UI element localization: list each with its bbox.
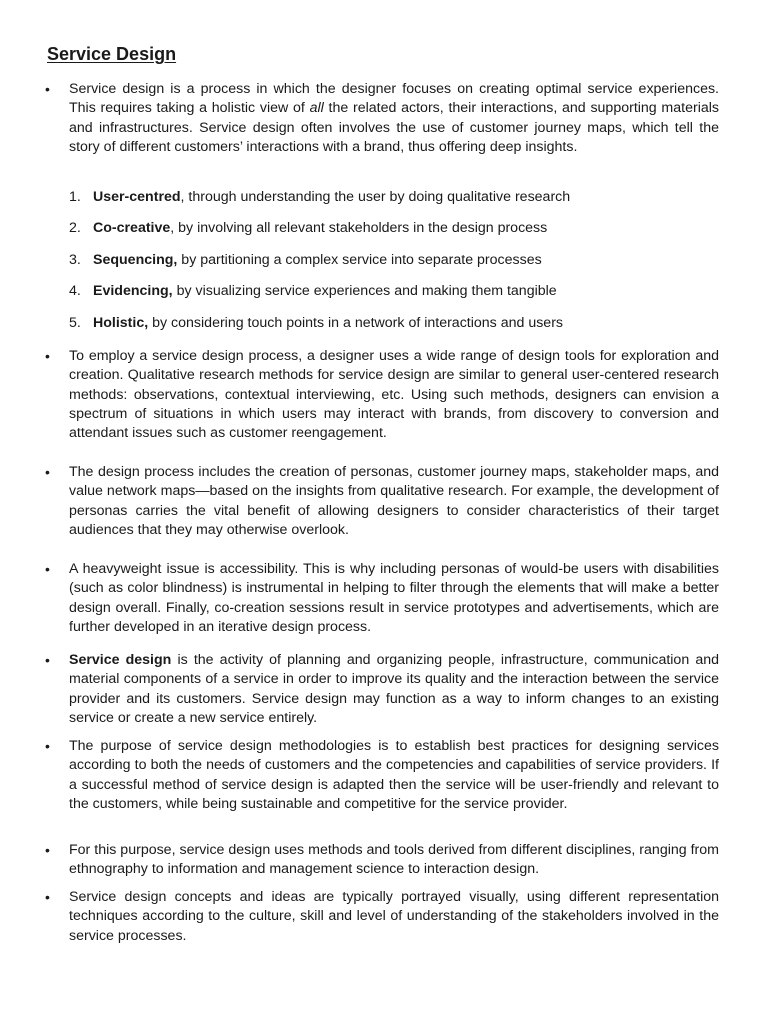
paragraph-bullet bbox=[69, 737, 719, 814]
paragraph-bullet bbox=[69, 651, 719, 728]
principle-item bbox=[69, 188, 719, 207]
intro-emphasis: all bbox=[309, 100, 324, 117]
paragraph-bullet bbox=[69, 347, 719, 443]
principle-text: by considering touch points in a network of interactions and users bbox=[148, 315, 564, 331]
principle-term: Co-creative bbox=[93, 220, 171, 236]
principle-term: Evidencing, bbox=[93, 283, 173, 299]
paragraph-text: To employ a service design process, a designer uses a wide range of design tools for exploration and creation. Qualitative research methods for service design are similar to general user-centered research methods: observations, contextual interviewing, etc. Using such methods, designers can envision a spectrum of situations in which users may interact with brands, from discovery to conversion and attendant issues such as customer reengagement. bbox=[69, 348, 719, 442]
paragraph-bullet bbox=[69, 888, 719, 946]
principle-number: 3. bbox=[69, 252, 81, 268]
paragraph-bullet bbox=[69, 841, 719, 880]
paragraph-bullet bbox=[69, 463, 719, 540]
principle-item bbox=[69, 219, 719, 238]
principle-term: Sequencing, bbox=[93, 252, 178, 268]
paragraph-text: For this purpose, service design uses methods and tools derived from different disciplines, ranging from ethnography to information and management science to interaction design. bbox=[69, 842, 719, 878]
principle-term: Holistic, bbox=[93, 315, 149, 331]
intro-text-part2: the related actors, their interactions, and supporting materials and infrastructures. Service design often involves the use of customer journey maps, which tell the story of different customers’ interactions with a brand, thus offering deep insights. bbox=[69, 100, 719, 155]
principle-term: User-centred bbox=[93, 189, 181, 205]
principle-item bbox=[69, 282, 719, 301]
paragraph-text: A heavyweight issue is accessibility. This is why including personas of would-be users with disabilities (such as color blindness) is instrumental in helping to filter through the elements that will make a better design overall. Finally, co-creation sessions result in service prototypes and advertisements, which are further developed in an iterative design process. bbox=[69, 561, 719, 635]
paragraph-text: The design process includes the creation of personas, customer journey maps, stakeholder maps, and value network maps—based on the insights from qualitative research. For example, the development of personas carries the vital benefit of allowing designers to consider characteristics of their target audiences that they may otherwise overlook. bbox=[69, 464, 719, 538]
principle-text: by partitioning a complex service into separate processes bbox=[177, 252, 542, 268]
principle-number: 4. bbox=[69, 283, 81, 299]
paragraph-text: is the activity of planning and organizing people, infrastructure, communication and material components of a service in order to improve its quality and the interaction between the service provider and its customers. Service design may function as a way to inform changes to an existing service or create a new service entirely. bbox=[69, 652, 719, 726]
principle-text: , by involving all relevant stakeholders in the design process bbox=[170, 220, 548, 236]
principle-number: 1. bbox=[69, 189, 81, 205]
principle-text: by visualizing service experiences and making them tangible bbox=[172, 283, 557, 299]
principle-item bbox=[69, 314, 719, 333]
principle-item bbox=[69, 251, 719, 270]
page-title: Service Design bbox=[47, 44, 177, 64]
paragraph-term: Service design bbox=[69, 652, 172, 668]
intro-bullet bbox=[69, 80, 719, 157]
principle-number: 2. bbox=[69, 220, 81, 236]
paragraph-text: The purpose of service design methodologies is to establish best practices for designing services according to both the needs of customers and the competencies and capabilities of service providers. If a successful method of service design is adapted then the service will be user-friendly and relevant to the customers, while being sustainable and competitive for the service provider. bbox=[69, 738, 719, 812]
paragraph-text: Service design concepts and ideas are typically portrayed visually, using different representation techniques according to the culture, skill and level of understanding of the stakeholders involved in the service processes. bbox=[69, 889, 719, 944]
principle-number: 5. bbox=[69, 315, 81, 331]
principle-text: , through understanding the user by doing qualitative research bbox=[180, 189, 571, 205]
intro-text-part1: Service design is a process in which the designer focuses on creating optimal service experiences. This requires taking a holistic view of bbox=[69, 81, 719, 117]
paragraph-bullet bbox=[69, 560, 719, 637]
